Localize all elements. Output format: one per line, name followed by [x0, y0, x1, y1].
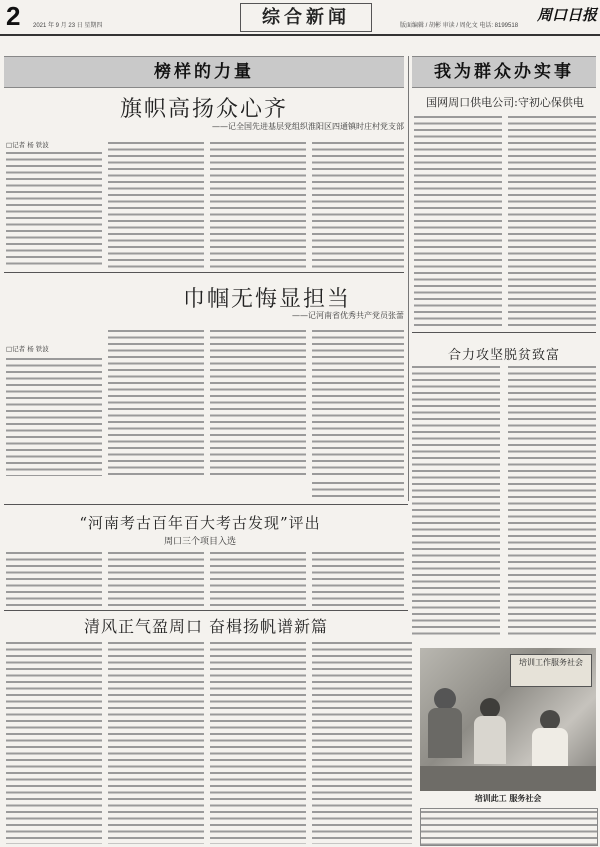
page-number: 2 [6, 1, 21, 31]
person-icon [428, 708, 462, 758]
article1-text-col4 [312, 140, 404, 268]
article2-text-col3 [210, 328, 306, 476]
article2-text-col1 [6, 356, 102, 476]
article2-byline: □记者 杨 铁波 [6, 345, 49, 353]
article4-title: 合力攻坚脱贫致富 [447, 348, 560, 363]
photo-sign: 培训工作服务社会 [510, 654, 592, 687]
article1-text-col1 [6, 150, 102, 268]
article2-subtitle: ——记河南省优秀共产党员张蕾 [292, 311, 404, 320]
article4-text-col2 [508, 364, 596, 636]
person-icon [540, 710, 560, 730]
divider [4, 272, 404, 273]
article2-title: 巾帼无悔显担当 [182, 287, 351, 312]
section-title: 综合新闻 [240, 3, 372, 32]
article1-byline: □记者 杨 铁波 [6, 141, 49, 149]
person-icon [480, 698, 500, 718]
article3-text-col1 [414, 114, 502, 326]
photo-caption: 培训此工 服务社会 [474, 793, 542, 803]
article5-text-col1 [6, 550, 102, 606]
article6-title: 清风正气盈周口 奋楫扬帆谱新篇 [83, 617, 329, 636]
article1-title: 旗帜高扬众心齐 [119, 97, 288, 122]
article1-subtitle: ——记全国先进基层党组织淮阳区四通镇时庄村党支部 [212, 122, 404, 131]
article2-text-col4b [312, 480, 404, 500]
article3-title: 国网周口供电公司:守初心保供电 [426, 96, 584, 109]
article2-text-col2 [108, 328, 204, 476]
divider [412, 332, 596, 333]
article4-text-col1 [412, 364, 500, 636]
article5-subtitle: 周口三个项目入选 [163, 537, 236, 547]
table [420, 766, 596, 791]
person-icon [434, 688, 456, 710]
article5-title: “河南考古百年百大考古发现”评出 [79, 514, 321, 532]
article1-text-col2 [108, 140, 204, 268]
article2-text-col4 [312, 328, 404, 476]
article6-text-col4 [312, 640, 412, 844]
column-separator [408, 56, 409, 501]
divider [4, 610, 408, 611]
photo-description [420, 808, 598, 846]
person-icon [474, 716, 506, 764]
article5-text-col3 [210, 550, 306, 606]
article3-text-col2 [508, 114, 596, 326]
article1-text-col3 [210, 140, 306, 268]
article6-text-col2 [108, 640, 204, 844]
article6-text-col1 [6, 640, 102, 844]
issue-date: 2021 年 9 月 23 日 星期四 [33, 23, 103, 29]
divider [4, 504, 408, 505]
article6-text-col3 [210, 640, 306, 844]
left-banner: 榜样的力量 [4, 56, 404, 88]
article5-text-col4 [312, 550, 404, 606]
paper-logo: 周口日报 [537, 6, 598, 24]
article5-text-col2 [108, 550, 204, 606]
editor-info: 版面编辑 / 胡彬 审读 / 周化文 电话: 8199518 [400, 23, 519, 29]
news-photo [420, 648, 596, 791]
right-banner: 我为群众办实事 [412, 56, 596, 88]
